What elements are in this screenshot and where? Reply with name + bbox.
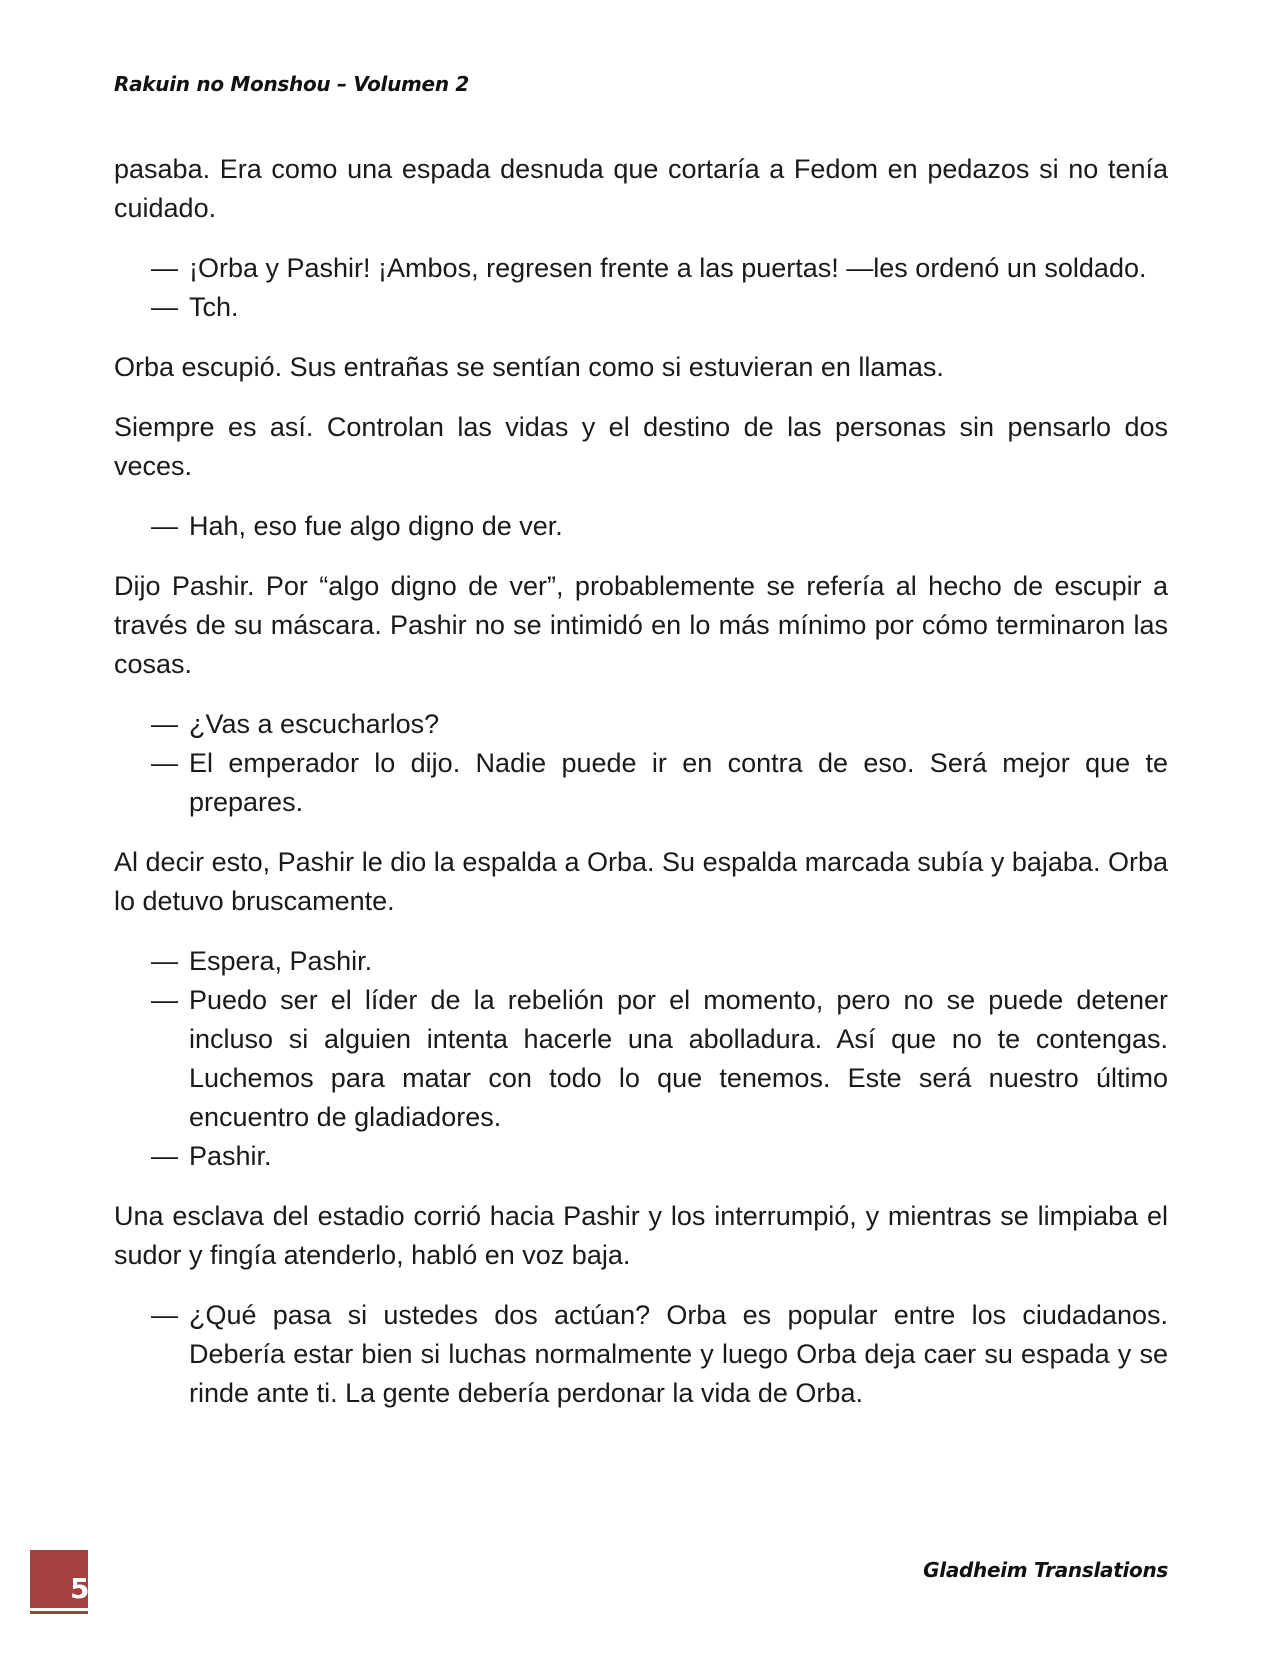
em-dash: — bbox=[151, 511, 178, 541]
dialogue-group bbox=[114, 249, 1168, 327]
dialogue-text: Pashir. bbox=[189, 1141, 272, 1171]
dialogue-line bbox=[114, 1137, 1168, 1176]
paragraph: Dijo Pashir. Por “algo digno de ver”, probablemente se refería al hecho de escupir a través de su máscara. Pashir no se intimidó en lo más mínimo por cómo terminaron las cosas. bbox=[114, 571, 1168, 679]
dialogue-text: El emperador lo dijo. Nadie puede ir en contra de eso. Será mejor que te prepares. bbox=[189, 748, 1168, 817]
dialogue-text: ¿Qué pasa si ustedes dos actúan? Orba es popular entre los ciudadanos. Debería estar bien si luchas normalmente y luego Orba deja caer su espada y se rinde ante ti. La gente debería perdonar la vida de Orba. bbox=[189, 1300, 1168, 1408]
dialogue-group bbox=[114, 507, 1168, 546]
dialogue-line bbox=[114, 981, 1168, 1137]
dialogue-text: ¿Vas a escucharlos? bbox=[189, 709, 440, 739]
running-header: Rakuin no Monshou – Volumen 2 bbox=[114, 72, 470, 96]
em-dash: — bbox=[151, 709, 178, 739]
page-body bbox=[114, 150, 1168, 1434]
translator-credit: Gladheim Translations bbox=[923, 1558, 1168, 1582]
dialogue-line bbox=[114, 249, 1168, 288]
em-dash: — bbox=[151, 1300, 178, 1330]
dialogue-group bbox=[114, 942, 1168, 1176]
paragraph: Orba escupió. Sus entrañas se sentían como si estuvieran en llamas. bbox=[114, 352, 944, 382]
paragraph: Al decir esto, Pashir le dio la espalda a Orba. Su espalda marcada subía y bajaba. Orba lo detuvo bruscamente. bbox=[114, 847, 1168, 916]
dialogue-line bbox=[114, 1296, 1168, 1413]
em-dash: — bbox=[151, 946, 178, 976]
dialogue-line bbox=[114, 288, 1168, 327]
dialogue-group bbox=[114, 1296, 1168, 1413]
dialogue-text: ¡Orba y Pashir! ¡Ambos, regresen frente a las puertas! —les ordenó un soldado. bbox=[189, 253, 1147, 283]
dialogue-text: Hah, eso fue algo digno de ver. bbox=[189, 511, 563, 541]
dialogue-text: Espera, Pashir. bbox=[189, 946, 373, 976]
dialogue-group bbox=[114, 705, 1168, 822]
em-dash: — bbox=[151, 253, 178, 283]
dialogue-text: Puedo ser el líder de la rebelión por el momento, pero no se puede detener incluso si alguien intenta hacerle una abolladura. Así que no te contengas. Luchemos para matar con todo lo que tenemos. Este será nuestro último encuentro de gladiadores. bbox=[189, 985, 1168, 1132]
page-number-underline bbox=[30, 1611, 88, 1614]
em-dash: — bbox=[151, 985, 178, 1015]
dialogue-text: Tch. bbox=[189, 292, 239, 322]
paragraph: Siempre es así. Controlan las vidas y el destino de las personas sin pensarlo dos veces. bbox=[114, 412, 1168, 481]
em-dash: — bbox=[151, 1141, 178, 1171]
dialogue-line bbox=[114, 942, 1168, 981]
page-number: 5 bbox=[70, 1572, 90, 1605]
em-dash: — bbox=[151, 292, 178, 322]
em-dash: — bbox=[151, 748, 178, 778]
paragraph: pasaba. Era como una espada desnuda que cortaría a Fedom en pedazos si no tenía cuidado. bbox=[114, 154, 1168, 223]
dialogue-line bbox=[114, 507, 1168, 546]
dialogue-line bbox=[114, 705, 1168, 744]
paragraph: Una esclava del estadio corrió hacia Pashir y los interrumpió, y mientras se limpiaba el sudor y fingía atenderlo, habló en voz baja. bbox=[114, 1201, 1168, 1270]
dialogue-line bbox=[114, 744, 1168, 822]
